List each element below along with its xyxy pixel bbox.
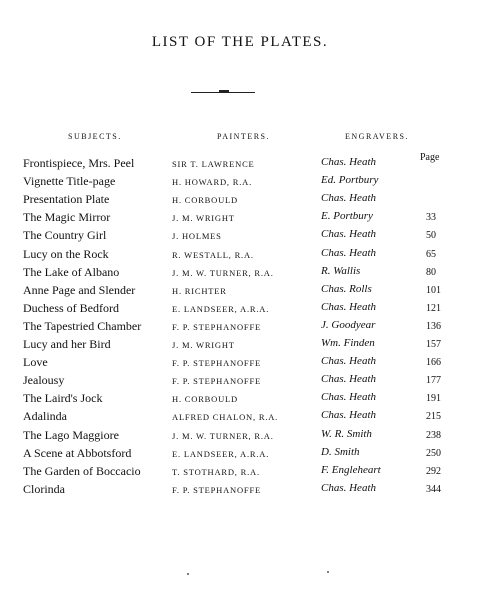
plate-row: [0, 355, 480, 371]
plate-painter: H. CORBOULD: [172, 394, 238, 405]
plate-painter: SIR T. LAWRENCE: [172, 159, 255, 169]
plate-engraver: E. Portbury: [321, 210, 373, 223]
plate-painter: J. HOLMES: [172, 231, 222, 242]
header-engravers: ENGRAVERS.: [345, 132, 409, 141]
plate-row: [0, 464, 480, 480]
plate-painter: F. P. STEPHANOFFE: [172, 358, 261, 369]
plate-page: 250: [426, 447, 441, 459]
plate-engraver: Chas. Heath: [321, 156, 376, 168]
plate-row: [0, 319, 480, 335]
plate-painter: F. P. STEPHANOFFE: [172, 376, 261, 387]
plate-engraver: Chas. Rolls: [321, 282, 372, 295]
plate-page: 177: [426, 375, 441, 387]
plate-page: 136: [426, 320, 441, 332]
plate-subject: The Lake of Albano: [23, 264, 120, 279]
plate-engraver: W. R. Smith: [321, 427, 372, 440]
plate-page: 292: [426, 465, 441, 477]
plate-subject: The Country Girl: [23, 228, 107, 243]
plate-engraver: Chas. Heath: [321, 300, 376, 313]
plate-engraver: F. Engleheart: [321, 463, 381, 476]
plate-engraver: Chas. Heath: [321, 192, 376, 205]
plate-subject: The Laird's Jock: [23, 391, 103, 406]
print-speck: [327, 571, 329, 573]
plate-page: 166: [426, 357, 441, 369]
plate-subject: Vignette Title-page: [23, 174, 116, 189]
header-page: Page: [420, 152, 440, 163]
plate-row: [0, 210, 480, 226]
plate-subject: The Garden of Boccacio: [23, 463, 141, 478]
plate-subject: Love: [23, 355, 48, 370]
plate-engraver: Chas. Heath: [321, 391, 376, 404]
title-rule-ornament: [219, 90, 229, 93]
plate-engraver: R. Wallis: [321, 264, 361, 277]
plate-painter: J. M. WRIGHT: [172, 340, 235, 350]
plate-subject: Anne Page and Slender: [23, 282, 136, 297]
plate-painter: ALFRED CHALON, R.A.: [172, 412, 279, 423]
plate-page: 65: [426, 248, 436, 260]
plate-painter: T. STOTHARD, R.A.: [172, 466, 260, 477]
plate-row: [0, 283, 480, 299]
plate-page: 50: [426, 230, 436, 242]
plate-row: [0, 247, 480, 263]
plate-painter: J. M. WRIGHT: [172, 213, 235, 224]
plate-subject: Frontispiece, Mrs. Peel: [23, 156, 135, 170]
header-subjects: SUBJECTS.: [68, 132, 122, 141]
plate-engraver: Chas. Heath: [321, 355, 376, 368]
plate-subject: Adalinda: [23, 409, 67, 424]
plate-row: [0, 373, 480, 389]
page-title: LIST OF THE PLATES.: [151, 34, 329, 50]
plate-subject: Duchess of Bedford: [23, 300, 119, 315]
plate-row: [0, 409, 480, 425]
plate-painter: R. WESTALL, R.A.: [172, 249, 254, 260]
plate-subject: Presentation Plate: [23, 192, 110, 207]
plate-engraver: Wm. Finden: [321, 337, 375, 349]
plate-engraver: Chas. Heath: [321, 373, 376, 386]
plate-painter: H. RICHTER: [172, 285, 227, 296]
plate-page: 101: [426, 284, 441, 296]
plate-row: [0, 391, 480, 407]
plate-page: 238: [426, 429, 441, 441]
header-painters: PAINTERS.: [217, 132, 270, 141]
plate-engraver: Chas. Heath: [321, 246, 376, 259]
plate-row: [0, 337, 480, 353]
plate-painter: H. CORBOULD: [172, 195, 238, 206]
plate-subject: The Magic Mirror: [23, 210, 111, 225]
plate-row: [0, 301, 480, 317]
plate-page: 191: [426, 393, 441, 405]
plate-painter: F. P. STEPHANOFFE: [172, 321, 261, 332]
plate-painter: F. P. STEPHANOFFE: [172, 484, 261, 495]
plate-row: [0, 174, 480, 190]
plate-engraver: Chas. Heath: [321, 228, 376, 241]
print-speck: [187, 573, 189, 575]
plate-subject: Lucy on the Rock: [23, 246, 109, 261]
plate-engraver: D. Smith: [321, 445, 360, 458]
plate-subject: Jealousy: [23, 373, 65, 388]
plate-row: [0, 482, 480, 498]
plate-engraver: Ed. Portbury: [321, 174, 379, 187]
plate-row: [0, 192, 480, 208]
plate-engraver: J. Goodyear: [321, 318, 376, 331]
plate-subject: The Lago Maggiore: [23, 427, 119, 442]
plate-row: [0, 228, 480, 244]
plate-painter: J. M. W. TURNER, R.A.: [172, 430, 274, 441]
plate-page: 215: [426, 411, 441, 423]
plate-painter: H. HOWARD, R.A.: [172, 177, 252, 188]
plate-page: 33: [426, 212, 436, 224]
plate-row: [0, 156, 480, 172]
plate-page: 344: [426, 483, 441, 495]
plate-subject: Lucy and her Bird: [23, 337, 111, 351]
plate-page: 157: [426, 339, 441, 350]
plate-row: [0, 446, 480, 462]
plate-subject: A Scene at Abbotsford: [23, 445, 132, 460]
plate-painter: E. LANDSEER, A.R.A.: [172, 448, 270, 459]
plate-row: [0, 428, 480, 444]
plate-page: 80: [426, 266, 436, 278]
plate-page: 121: [426, 302, 441, 314]
plate-row: [0, 265, 480, 281]
plate-subject: The Tapestried Chamber: [23, 318, 142, 333]
plate-engraver: Chas. Heath: [321, 409, 376, 422]
plate-painter: E. LANDSEER, A.R.A.: [172, 303, 270, 314]
plate-engraver: Chas. Heath: [321, 481, 376, 494]
plate-painter: J. M. W. TURNER, R.A.: [172, 267, 274, 278]
plate-subject: Clorinda: [23, 481, 65, 496]
